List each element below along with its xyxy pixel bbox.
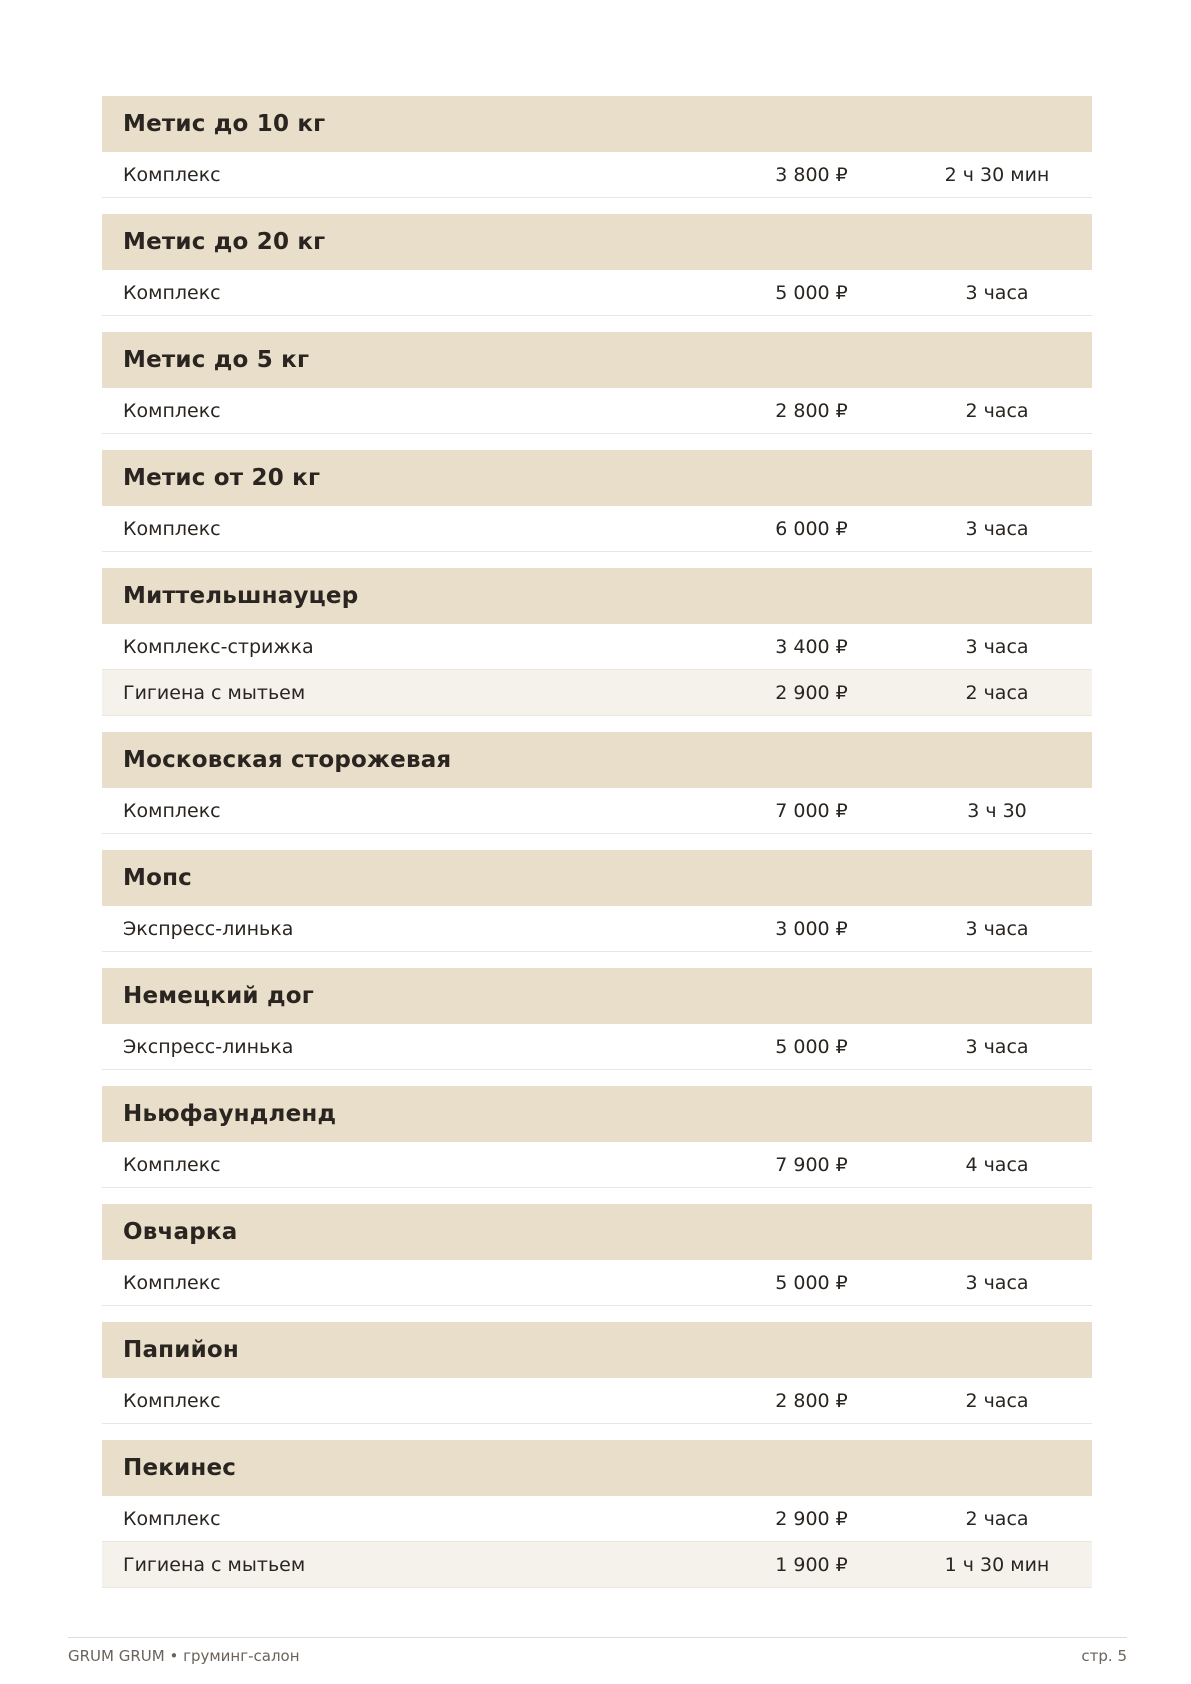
service-duration: 3 часа <box>965 1035 1029 1058</box>
service-duration: 3 часа <box>965 1271 1029 1294</box>
service-duration: 3 часа <box>965 917 1029 940</box>
service-price: 2 900 ₽ <box>775 681 848 704</box>
service-price: 2 800 ₽ <box>775 399 848 422</box>
service-duration: 3 часа <box>965 635 1029 658</box>
service-row <box>102 1142 1092 1188</box>
service-name: Комплекс <box>123 281 221 304</box>
service-row <box>102 270 1092 316</box>
service-price: 2 800 ₽ <box>775 1389 848 1412</box>
service-row <box>102 788 1092 834</box>
breed-section <box>102 332 1092 434</box>
breed-title: Метис до 5 кг <box>102 332 1092 388</box>
breed-section <box>102 968 1092 1070</box>
service-name: Экспресс-линька <box>123 1035 294 1058</box>
service-row <box>102 1542 1092 1588</box>
service-name: Комплекс <box>123 163 221 186</box>
service-duration: 3 ч 30 <box>967 799 1027 822</box>
service-name: Гигиена с мытьем <box>123 681 306 704</box>
breed-section <box>102 568 1092 716</box>
service-name: Комплекс <box>123 517 221 540</box>
breed-title: Немецкий дог <box>102 968 1092 1024</box>
service-name: Гигиена с мытьем <box>123 1553 306 1576</box>
service-row <box>102 670 1092 716</box>
breed-section <box>102 1086 1092 1188</box>
breed-section <box>102 1322 1092 1424</box>
breed-section <box>102 850 1092 952</box>
service-price: 3 000 ₽ <box>775 917 848 940</box>
service-duration: 1 ч 30 мин <box>944 1553 1050 1576</box>
breed-title: Мопс <box>102 850 1092 906</box>
service-price: 3 400 ₽ <box>775 635 848 658</box>
service-duration: 2 часа <box>965 399 1029 422</box>
breed-title: Миттельшнауцер <box>102 568 1092 624</box>
service-price: 3 800 ₽ <box>775 163 848 186</box>
breed-title: Пекинес <box>102 1440 1092 1496</box>
service-price: 2 900 ₽ <box>775 1507 848 1530</box>
service-duration: 2 ч 30 мин <box>944 163 1050 186</box>
service-row <box>102 624 1092 670</box>
breed-title: Московская сторожевая <box>102 732 1092 788</box>
price-list <box>102 96 1092 1604</box>
service-duration: 3 часа <box>965 517 1029 540</box>
breed-section <box>102 96 1092 198</box>
service-name: Комплекс <box>123 1153 221 1176</box>
page-footer <box>68 1637 1127 1665</box>
service-row <box>102 1260 1092 1306</box>
service-row <box>102 1496 1092 1542</box>
service-name: Комплекс <box>123 1507 221 1530</box>
service-price: 7 900 ₽ <box>775 1153 848 1176</box>
service-row <box>102 1024 1092 1070</box>
breed-title: Метис от 20 кг <box>102 450 1092 506</box>
service-price: 5 000 ₽ <box>775 1271 848 1294</box>
service-name: Комплекс <box>123 1271 221 1294</box>
service-row <box>102 388 1092 434</box>
page-number: стр. 5 <box>1081 1647 1127 1665</box>
service-name: Комплекс <box>123 399 221 422</box>
footer-brand: GRUM GRUM • груминг-салон <box>68 1647 300 1665</box>
service-price: 7 000 ₽ <box>775 799 848 822</box>
service-duration: 3 часа <box>965 281 1029 304</box>
breed-section <box>102 450 1092 552</box>
service-name: Комплекс <box>123 799 221 822</box>
breed-title: Папийон <box>102 1322 1092 1378</box>
service-row <box>102 506 1092 552</box>
service-price: 5 000 ₽ <box>775 1035 848 1058</box>
breed-section <box>102 214 1092 316</box>
service-price: 6 000 ₽ <box>775 517 848 540</box>
service-duration: 2 часа <box>965 1389 1029 1412</box>
breed-title: Метис до 10 кг <box>102 96 1092 152</box>
service-name: Комплекс-стрижка <box>123 635 314 658</box>
breed-section <box>102 732 1092 834</box>
service-duration: 2 часа <box>965 681 1029 704</box>
service-price: 1 900 ₽ <box>775 1553 848 1576</box>
service-duration: 4 часа <box>965 1153 1029 1176</box>
breed-section <box>102 1204 1092 1306</box>
breed-section <box>102 1440 1092 1588</box>
service-duration: 2 часа <box>965 1507 1029 1530</box>
service-price: 5 000 ₽ <box>775 281 848 304</box>
service-name: Комплекс <box>123 1389 221 1412</box>
service-row <box>102 906 1092 952</box>
breed-title: Ньюфаундленд <box>102 1086 1092 1142</box>
breed-title: Метис до 20 кг <box>102 214 1092 270</box>
breed-title: Овчарка <box>102 1204 1092 1260</box>
service-row <box>102 152 1092 198</box>
service-row <box>102 1378 1092 1424</box>
service-name: Экспресс-линька <box>123 917 294 940</box>
